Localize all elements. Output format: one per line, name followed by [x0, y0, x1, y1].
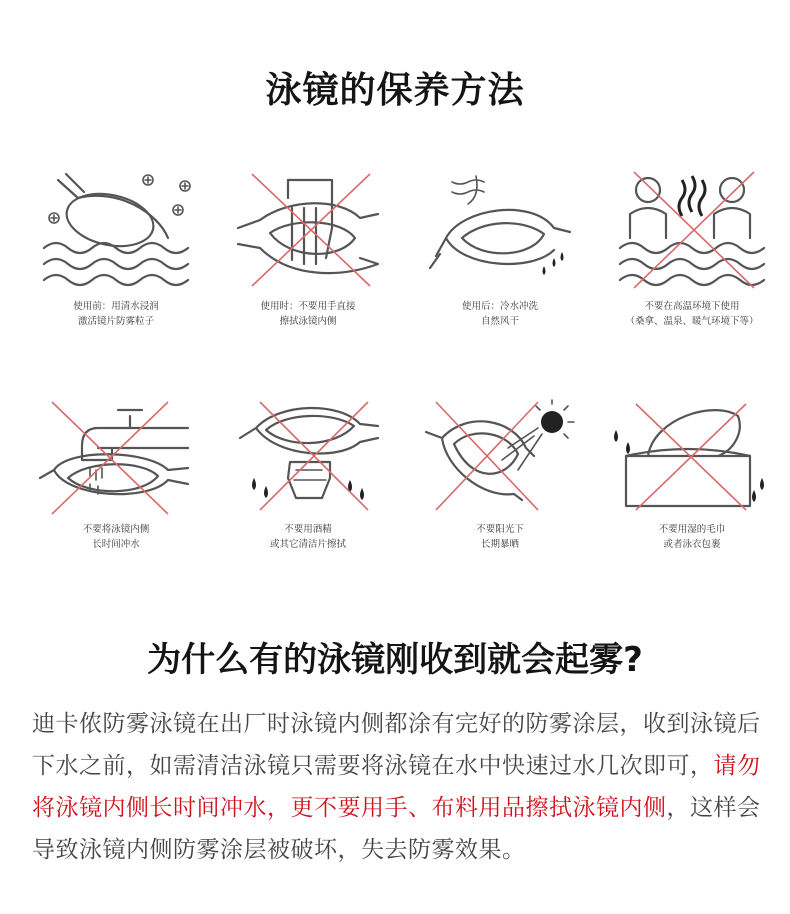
fog-explanation-paragraph: [32, 703, 762, 871]
care-caption: 不要用酒精 或其它清洁片擦拭: [269, 524, 346, 550]
care-item-no-towel: [596, 398, 788, 588]
fog-question-title: 为什么有的泳镜刚收到就会起雾?: [147, 640, 643, 680]
care-caption: 使用前：用清水浸润 激活镜片防雾粒子: [73, 301, 159, 327]
care-item-no-faucet: [20, 398, 212, 588]
care-title: 泳镜的保养方法: [265, 70, 525, 111]
no-faucet-rinse-icon: [38, 398, 194, 518]
care-caption: 不要用湿的毛巾 或者泳衣包裹: [658, 524, 726, 550]
no-sun-exposure-icon: [422, 398, 578, 518]
care-caption: 使用后：冷水冲洗 自然风干: [461, 301, 538, 327]
no-alcohol-wipe-icon: [230, 398, 386, 518]
care-caption: 不要在高温环境下使用 （桑拿、温泉、暖气环境下等）: [625, 301, 759, 327]
care-item-no-alcohol: [212, 398, 404, 588]
para-text-2: ，这样会导致泳镜内侧防雾涂层被破坏，失去防雾效果。: [32, 795, 761, 863]
care-caption: 不要阳光下 长期暴晒: [476, 524, 524, 550]
goggles-soak-icon: [38, 168, 194, 293]
care-caption: 使用时：不要用手直接 擦拭泳镜内侧: [260, 301, 356, 327]
care-item-no-hand: [212, 168, 404, 358]
para-text-1: 迪卡侬防雾泳镜在出厂时泳镜内侧都涂有完好的防雾涂层，收到泳镜后下水之前，如需清洁泳镜只需要将泳镜在水中快速过水几次即可，: [32, 711, 761, 779]
no-hot-environment-icon: [614, 168, 770, 293]
rinse-dry-icon: [422, 168, 578, 293]
para-warning-highlight: 请勿将泳镜内侧长时间冲水，更不要用手、布料用品擦拭泳镜内侧: [32, 753, 761, 821]
care-item-soak: [20, 168, 212, 358]
no-hand-wipe-icon: [230, 168, 386, 293]
care-item-rinse: [404, 168, 596, 358]
care-item-no-sun: [404, 398, 596, 588]
care-caption: 不要将泳镜内侧 长时间冲水: [82, 524, 150, 550]
no-wet-towel-icon: [614, 398, 770, 518]
care-item-no-heat: [596, 168, 788, 358]
